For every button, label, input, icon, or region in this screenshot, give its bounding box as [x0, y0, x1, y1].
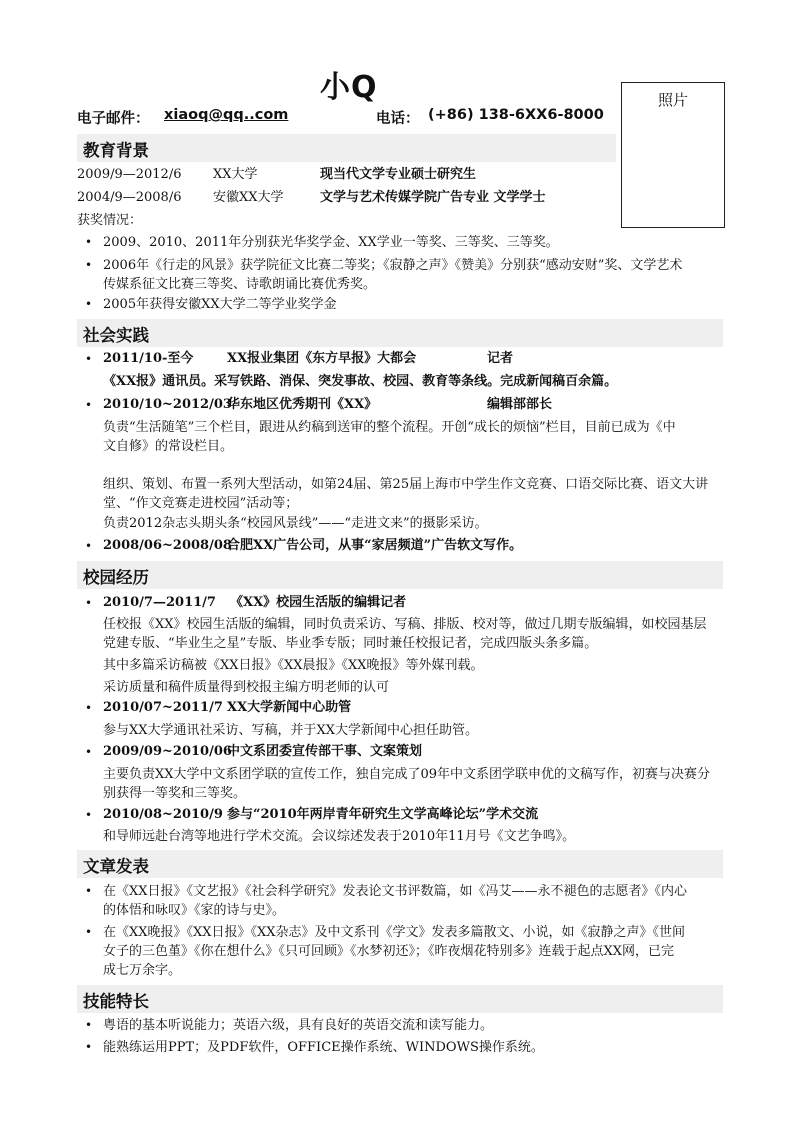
bullet-icon: • [85, 745, 93, 759]
practice-desc: 负责“生活随笔”三个栏目，跟进从约稿到送审的整个流程。开创“成长的烦恼”栏目，目前已成为《中 [103, 420, 676, 435]
campus-role: 中文系团委宣传部干事、文案策划 [227, 744, 423, 759]
bullet-icon: • [85, 925, 93, 939]
campus-desc: 和导师远赴台湾等地进行学术交流。会议综述发表于2010年11月号《文艺争鸣》。 [103, 829, 576, 844]
section-title: 教育背景 [83, 141, 149, 160]
practice-desc: 堂、“作文竞赛走进校园”活动等； [103, 496, 299, 511]
campus-desc: 采访质量和稿件质量得到校报主编方明老师的认可 [103, 680, 390, 695]
phone-value: (+86) 138-6XX6-8000 [428, 107, 604, 123]
section-practice [77, 319, 723, 347]
bullet-icon: • [85, 297, 93, 311]
award-item-cont: 传媒系征文比赛三等奖、诗歌朗诵比赛优秀奖。 [103, 277, 377, 292]
edu-school: 安徽XX大学 [213, 190, 284, 205]
practice-role: 记者 [487, 351, 514, 366]
award-item: 2009、2010、2011年分别获光华奖学金、XX学业一等奖、三等奖、三等奖。 [103, 235, 559, 250]
practice-period: 2011/10-至今 [103, 351, 194, 366]
bullet-icon: • [85, 1018, 93, 1032]
section-title: 文章发表 [83, 857, 149, 876]
bullet-icon: • [85, 258, 93, 272]
practice-desc: 组织、策划、布置一系列大型活动，如第24届、第25届上海市中学生作文竞赛、口语交际比赛、语文大讲 [103, 477, 709, 492]
practice-org: 合肥XX广告公司，从事“家居频道”广告软文写作。 [227, 538, 523, 553]
edu-degree: 文学与艺术传媒学院广告专业 文学学士 [320, 190, 546, 205]
practice-org: 华东地区优秀期刊《XX》 [227, 397, 378, 412]
resume-name: 小Q [320, 70, 378, 105]
publication-item-cont: 的体悟和咏叹》《家的诗与史》。 [103, 903, 286, 918]
practice-period: 2008/06~2008/08 [103, 538, 232, 553]
bullet-icon: • [85, 398, 93, 412]
publication-item-cont: 女子的三色堇》《你在想什么》《只可回顾》《水梦初还》；《昨夜烟花特别多》连载于起点XX网，已完 [103, 944, 675, 959]
practice-org: XX报业集团《东方早报》大都会 [227, 351, 417, 366]
campus-period: 2010/07~2011/7 [103, 700, 223, 715]
bullet-icon: • [85, 808, 93, 822]
bullet-icon: • [85, 701, 93, 715]
skill-item: 能熟练运用PPT；及PDF软件，OFFICE操作系统、WINDOWS操作系统。 [103, 1040, 544, 1055]
bullet-icon: • [85, 884, 93, 898]
skill-item: 粤语的基本听说能力；英语六级，具有良好的英语交流和读写能力。 [103, 1018, 494, 1033]
photo-placeholder [621, 82, 725, 228]
bullet-icon: • [85, 235, 93, 249]
section-publications [77, 850, 723, 878]
award-item: 2005年获得安徽XX大学二等学业奖学金 [103, 297, 337, 312]
campus-desc: 主要负责XX大学中文系团学联的宣传工作，独自完成了09年中文系团学联申优的文稿写作，初赛与决赛分 [103, 767, 711, 782]
edu-period: 2004/9—2008/6 [77, 190, 182, 205]
edu-school: XX大学 [213, 167, 258, 182]
photo-label: 照片 [657, 91, 688, 109]
practice-desc: 《XX报》通讯员。采写铁路、消保、突发事故、校园、教育等条线。完成新闻稿百余篇。 [103, 374, 618, 389]
publication-item: 在《XX日报》《文艺报》《社会科学研究》发表论文书评数篇，如《冯艾——永不褪色的志愿者》《内心 [103, 884, 688, 899]
section-skills [77, 985, 723, 1013]
section-title: 技能特长 [83, 992, 149, 1011]
publication-item: 在《XX晚报》《XX日报》《XX杂志》及中文系刊《学文》发表多篇散文、小说，如《寂静之声》《世间 [103, 925, 686, 940]
practice-role: 编辑部部长 [487, 397, 553, 412]
campus-desc: 别获得一等奖和三等奖。 [103, 786, 247, 801]
campus-period: 2009/09~2010/06 [103, 744, 232, 759]
award-item: 2006年《行走的风景》获学院征文比赛二等奖；《寂静之声》《赞美》分别获“感动安财”奖、文学艺术 [103, 258, 683, 273]
awards-label: 获奖情况： [77, 213, 143, 228]
section-title: 校园经历 [83, 568, 149, 587]
campus-role: XX大学新闻中心助管 [227, 700, 352, 715]
campus-desc: 其中多篇采访稿被《XX日报》《XX晨报》《XX晚报》等外媒刊载。 [103, 658, 484, 673]
campus-period: 2010/7—2011/7 [103, 595, 216, 610]
practice-desc: 负责2012杂志头期头条“校园风景线”——“走进文来”的摄影采访。 [103, 516, 488, 531]
phone-label: 电话： [376, 110, 420, 127]
section-campus [77, 561, 723, 589]
edu-period: 2009/9—2012/6 [77, 167, 182, 182]
email-label: 电子邮件： [77, 110, 150, 127]
section-education [77, 134, 616, 162]
campus-desc: 党建专版、“毕业生之星”专版、毕业季专版；同时兼任校报记者，完成四版头条多篇。 [103, 636, 598, 651]
edu-degree: 现当代文学专业硕士研究生 [320, 167, 477, 182]
bullet-icon: • [85, 1040, 93, 1054]
section-title: 社会实践 [83, 326, 149, 345]
campus-desc: 参与XX大学通讯社采访、写稿，并于XX大学新闻中心担任助管。 [103, 723, 479, 738]
email-link[interactable]: xiaoq@qq..com [164, 107, 289, 123]
publication-item-cont: 成七万余字。 [103, 963, 182, 978]
bullet-icon: • [85, 539, 93, 553]
campus-role: 《XX》校园生活版的编辑记者 [230, 595, 407, 610]
practice-desc: 文自修》的常设栏目。 [103, 439, 234, 454]
practice-period: 2010/10~2012/03 [103, 397, 232, 412]
bullet-icon: • [85, 352, 93, 366]
bullet-icon: • [85, 596, 93, 610]
campus-period: 2010/08~2010/9 [103, 807, 223, 822]
campus-role: 参与“2010年两岸青年研究生文学高峰论坛”学术交流 [227, 807, 539, 822]
campus-desc: 任校报《XX》校园生活版的编辑，同时负责采访、写稿、排版、校对等，做过几期专版编辑，如校园基层 [103, 617, 707, 632]
